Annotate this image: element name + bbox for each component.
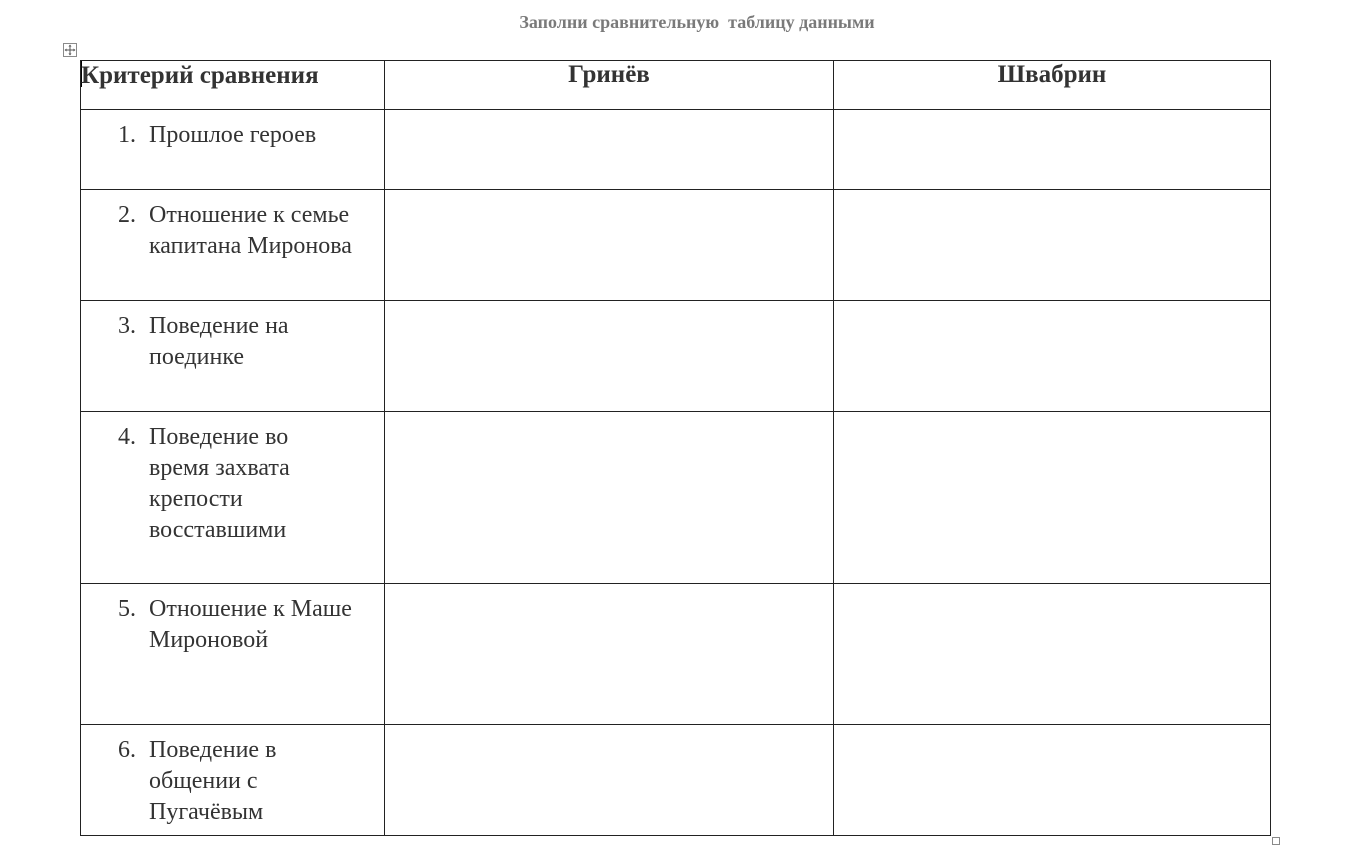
table-header-row xyxy=(81,61,1271,110)
header-cell-grinev[interactable] xyxy=(385,61,834,110)
grinev-cell[interactable] xyxy=(385,110,834,190)
shvabrin-cell[interactable] xyxy=(834,301,1271,412)
shvabrin-cell[interactable] xyxy=(834,584,1271,725)
table-row xyxy=(81,725,1271,836)
grinev-cell[interactable] xyxy=(385,190,834,301)
list-number: 1. xyxy=(118,122,136,148)
grinev-cell[interactable] xyxy=(385,301,834,412)
list-number: 5. xyxy=(118,596,136,622)
criterion-text: Поведение на поединке xyxy=(149,313,289,370)
criterion-text: Поведение в общении с Пугачёвым xyxy=(149,737,277,825)
table-row xyxy=(81,301,1271,412)
list-number: 4. xyxy=(118,424,136,450)
table-row xyxy=(81,584,1271,725)
criterion-cell[interactable] xyxy=(81,190,385,301)
grinev-cell[interactable] xyxy=(385,725,834,836)
shvabrin-cell[interactable] xyxy=(834,190,1271,301)
criterion-cell[interactable] xyxy=(81,725,385,836)
page-title: Заполни сравнительную таблицу данными xyxy=(519,12,875,32)
shvabrin-cell[interactable] xyxy=(834,725,1271,836)
header-label-shvabrin: Швабрин xyxy=(997,61,1107,88)
grinev-cell[interactable] xyxy=(385,412,834,584)
header-cell-criterion[interactable] xyxy=(81,61,385,110)
table-move-handle-icon[interactable] xyxy=(63,43,77,57)
criterion-text: Прошлое героев xyxy=(149,122,317,148)
table-row xyxy=(81,190,1271,301)
grinev-cell[interactable] xyxy=(385,584,834,725)
criterion-text: Поведение во время захвата крепости восставшими xyxy=(149,424,290,543)
criterion-cell[interactable] xyxy=(81,110,385,190)
list-number: 6. xyxy=(118,737,136,763)
criterion-text: Отношение к Маше Мироновой xyxy=(149,596,352,653)
criterion-cell[interactable] xyxy=(81,412,385,584)
table-resize-handle-icon[interactable] xyxy=(1272,837,1280,845)
criterion-cell[interactable] xyxy=(81,584,385,725)
list-number: 2. xyxy=(118,202,136,228)
list-number: 3. xyxy=(118,313,136,339)
shvabrin-cell[interactable] xyxy=(834,412,1271,584)
header-label-criterion: Критерий сравнения xyxy=(81,62,319,89)
header-cell-shvabrin[interactable] xyxy=(834,61,1271,110)
criterion-text: Отношение к семье капитана Миронова xyxy=(149,202,352,259)
criterion-cell[interactable] xyxy=(81,301,385,412)
shvabrin-cell[interactable] xyxy=(834,110,1271,190)
table-row xyxy=(81,110,1271,190)
header-label-grinev: Гринёв xyxy=(568,61,650,88)
table-row xyxy=(81,412,1271,584)
comparison-table xyxy=(80,60,1271,836)
